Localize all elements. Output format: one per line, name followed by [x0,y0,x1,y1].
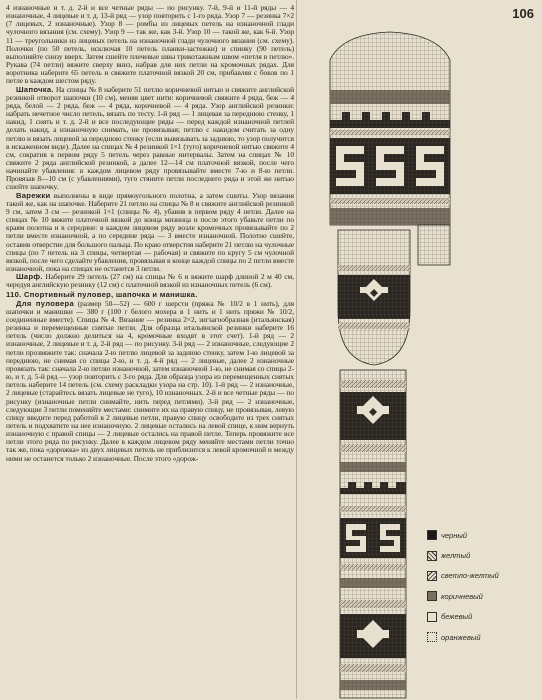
legend-item: черный [427,525,542,545]
swatch-black [427,530,437,540]
mittens-heading: Варежки [16,190,51,200]
swatch-light-yellow [427,571,437,581]
hat-text: На спицы № 8 наберите 51 петлю коричневой нитью и свяжите английской резинкой отворот шапочки (10 см), меняя цвет нити: коричневой свяжите 4 ряда, беж — 4 ряда, белой — 2 ряда, беж — 4 ряда, коричневой — 4 ряда. Узор английской резинки: набрать нечетное число петель, вязать по тесту. 1-й ряд — 1 лицевая за переднюю стенку, 1 накид, 1 снять и т. д. 2-й и все последующие ряды — перед каждой изнаночной петлей делать накид, а изнаночную снимать, не провязывая; петлю с накидом считать за одну петлю и вязать лицевой за переднюю стенку (если вывязывать за заднюю, то узор получится в искаженном виде). Далее на спицах № 4 резинкой 1×1 (туго) коричневой нитью свяжите 4 см, сократив в первом ряду 5 петель через равные интервалы. Затем на спицах № 10 свяжите 2 ряда английской резинкой, а далее 12—14 см платочной вязкой, после чего начинайте убавления: в каждом лицевом ряду провязывайте вместе 7-ю и 8-ю петли. Провязав 8—10 см (с убавлениями), туго стяните петли последнего ряда и этой же нитью сшейте шапочку. [6,84,294,192]
legend-item: оранжевый [427,627,542,647]
column-divider [296,0,297,699]
mitten-chart [338,225,450,365]
paragraph [6,273,294,289]
scarf-heading: Шарф. [16,272,43,282]
mittens-text: выполнены в виде прямоугольного полотна, а затем сшиты. Узор вязания такой же, как на шапочке. Наберите 21 петлю на спицы № 8 и свяжите английской резинкой 9 см, затем 3 см — резинкой 1×1 (спицы № 4), убавив в первом ряду 4 петли. Далее на спицах № 10 вяжите платочной вязкой до конца мизинца и после этого убавьте петли по краям полотна и в середине: в каждом лицевом ряду возле кромочных провязывайте по 2 петли вместе изнаночной, а по середине ряда — 3 вместе изнаночной. Полотно сшейте, оставив отверстие для большого пальца. По краю отверстия наберите 21 петлю на чулочные спицы (по 7 петель на 3 спицы, четвертая — рабочая) и свяжите по кругу 5 см чулочной вязкой, после чего сделайте убавления, провязывая в конце каждой спицы по 2 петли вместе изнаночной, пока на спицах не останется 3 петли. [6,190,294,273]
hat-heading: Шапочка. [16,84,54,94]
swatch-beige [427,612,437,622]
pullover-heading: Для пуловера [16,298,75,308]
swatch-yellow [427,551,437,561]
instructions-text-column [6,2,294,697]
legend-item: коричневый [427,586,542,606]
paragraph [6,192,294,274]
scarf-chart [340,370,406,698]
swatch-brown [427,591,437,601]
legend-item: желтый [427,545,542,565]
pullover-text: (размер 50—52) — 600 г шерсти (пряжа № 10/2 в 1 нить), для шапочки и манишки — 380 г (100 г белого мохера в 1 нить и 1 нить пряжи № 10/2, соединенные вместе). Спицы № 4. Вязание — резинка 2×2, зигзагообразная (итальянская) резинка и перемещенные снятые петли. Для образца итальянской резинки наберите 16 петель (число должно делиться на 4, кромочные входят в этот счет). 1-й ряд — 2 изнаночные, 2 лицевые и т. д. 2-й ряд — по рисунку. 3-й ряд — 2 изнаночные, следующие 2 петли прозвяжите так: сначала 2-ю петлю лицевой за заднюю стенку, затем 1-ю лицевой за переднюю, не снимая со спицы 2-ю, и т. д. 4-й ряд — 2 лицевые, далее 2 изнаночные провязать так: сначала 2-ю петлю изнаночной, затем изнаночной 1-ю, не снимая со спицы 2-ю, и т. д. 5-й ряд — узор повторить с 3-го ряда. Для образца узора из перемещенных снятых петель наберите 14 петель (см. схему раскладки узора на стр. 10). 1-й ряд — 2 изнаночные, 2 лицевые (старайтесь вязать лицевые не туго), 10 изнаночных. 2-й и все четные ряды — по рисунку (изнаночные петли снимайте, нить перед петлями). 3-й ряд — 2 изнаночные, следующие 3 петли поменяйте местами: снимите их на правую спицу, не провязывая, левую спицу введите перед работой в 2 лицевые петли, правую спицу освободите из трех снятых петель и подхватите на нее изнаночную. 2 лицевые остались на левой спице, к ним вернуть изнаночную с правой спицы — 2 лицевые остались на правой петле. Теперь провяжите все петли этого ряда по рисунку. Далее в каждом лицевом ряду меняйте местами петли точно так же, пока «дорожка» из двух лицевых петель не приблизится к левой кромочной и между ними не останется только 2 изнаночные. После этого «дорож- [6,298,294,463]
scarf-text: Наберите 29 петель (27 см) на спицы № 6 и вяжите шарф длиной 2 м 40 см, чередуя английскую резинку (12 см) с платочной вязкой из изнаночных петель (6 см). [6,272,294,290]
legend-item: бежевый [427,607,542,627]
paragraph [6,86,294,192]
swatch-orange [427,632,437,642]
color-legend [427,525,542,647]
paragraph: 4 изнаночные и т. д. 2-й и все четные ряды — по рисунку. 7-й, 9-й и 11-й ряды — 4 изнаночные, 4 лицевые и т. д. 13-й ряд — узор повторить с 1-го ряда. Узор 7 — резинка 7×2 (7 лицевых, 2 изнаночные). Узор 8 — ромбы из лицевых петель на изнаночной глади чулочного вязания (см. схему). Узор 9 — так же, как 3-й. Узор 10 — такой же, как 6-й. Узор 11 — треугольники из лицевых петель на изнаночной глади чулочного вязания (см. схему). Полочки (по 50 петель, исключая 10 петель планки-застежки) и спинку (90 петель) выполняйте снизу вверх. Затем сшейте плечевые швы трикотажным швом «петля в петлю». Рукава (74 петли) вяжите сверху вниз, набрав для них петли на кромочных рядах. Для воротника наберите 65 петель и свяжите платочной вязкой 20 см, прибавляя с боков по 1 петле в каждом шестом ряду. [6,3,294,86]
section-heading: 110. Спортивный пуловер, шапочка и манишка. [6,290,198,300]
hat-chart [330,32,450,225]
page-number: 106 [512,6,534,21]
paragraph [6,300,294,463]
legend-item: светло-желтый [427,566,542,586]
